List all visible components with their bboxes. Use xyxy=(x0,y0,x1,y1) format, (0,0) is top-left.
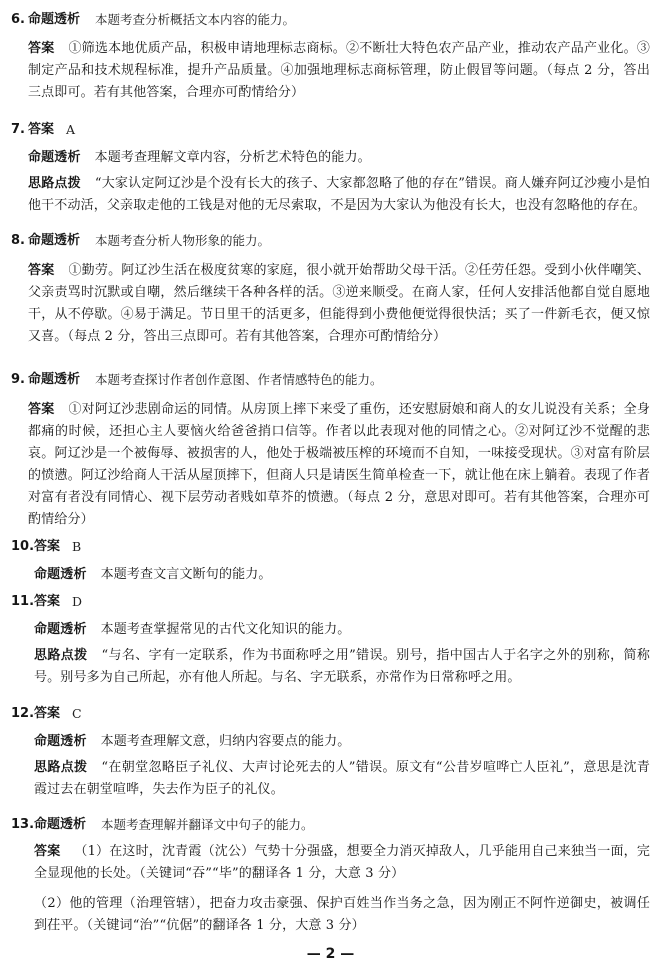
hint-text: “在朝堂忽略臣子礼仪、大声讨论死去的人”错误。原文有“公昔岁喧哗亡人臣礼”，意思是沈青霞过去在朝堂喧哗，失去作为臣子的礼仪。 xyxy=(34,760,650,797)
question-title: 答案 xyxy=(34,594,61,609)
question-number: 12. xyxy=(11,706,35,721)
page-number: — 2 — xyxy=(306,946,355,962)
answer-text: ①对阿辽沙悲剧命运的同情。从房顶上摔下来受了重伤，还安慰厨娘和商人的女儿说没有关系；全身都痛的时候，还担心主人要恼火给爸爸捎口信等。作者以此表现对他的同情之心。②对阿辽沙不觉醒的悲哀。阿辽沙是一个被侮辱、被损害的人，他处于极端被压榨的环境而不自知，一味接受现状。③对富有阶层的愤懑。阿辽沙给商人干活从屋顶摔下，但商人只是请医生简单检查一下，就让他在床上躺着。表现了作者对富有者没有同情心、视下层劳动者贱如草芥的愤懑。（每点 2 分，意思对即可。若有其他答案，合理亦可酌情给分） xyxy=(28,402,650,527)
question-number: 11. xyxy=(11,594,35,609)
hint-label: 思路点拨 xyxy=(34,760,88,775)
analysis-paragraph xyxy=(28,147,650,169)
hint-text: “大家认定阿辽沙是个没有长大的孩子、大家都忽略了他的存在”错误。商人嫌弃阿辽沙瘦小是怕他干不动活，父亲取走他的工钱是对他的无尽索取，不是因为大家认为他没有长大，也没有忽略他的存在。 xyxy=(28,176,650,213)
question-title: 命题透析 xyxy=(34,817,87,832)
question-number: 8. xyxy=(11,233,25,248)
answer-text-1: （1）在这时，沈青霞（沈公）气势十分强盛，想要全力消灭掉敌人，几乎能用自己来独当一面，完全显现他的长处。（关键词“吞”“毕”的翻译各 1 分，大意 3 分） xyxy=(34,844,650,881)
answer-label: 答案 xyxy=(28,402,55,417)
answer-label: 答案 xyxy=(28,41,55,56)
analysis-label: 命题透析 xyxy=(28,150,81,165)
answer-label: 答案 xyxy=(28,263,55,278)
analysis-text: 本题考查探讨作者创作意图、作者情感特色的能力。 xyxy=(95,372,383,387)
hint-label: 思路点拨 xyxy=(34,648,88,663)
answer-text: ①筛选本地优质产品，积极申请地理标志商标。②不断壮大特色农产品产业，推动农产品产业化。③制定产品和技术规程标准，提升产品质量。④加强地理标志商标管理，防止假冒等问题。（每点 2 分，答出三点即可。若有其他答案，合理亦可酌情给分） xyxy=(28,41,650,100)
analysis-text: 本题考查分析概括文本内容的能力。 xyxy=(95,12,296,27)
answer-paragraph xyxy=(28,38,650,104)
answer-paragraph-2 xyxy=(34,893,650,937)
answer-choice: B xyxy=(72,539,82,554)
analysis-text: 本题考查理解文章内容，分析艺术特色的能力。 xyxy=(94,150,371,165)
analysis-label: 命题透析 xyxy=(34,734,87,749)
hint-paragraph xyxy=(34,757,650,801)
hint-paragraph xyxy=(28,173,650,217)
answer-choice: A xyxy=(66,122,76,137)
question-title: 命题透析 xyxy=(28,233,81,248)
analysis-paragraph xyxy=(34,731,650,753)
answer-choice: D xyxy=(72,594,83,609)
question-number: 6. xyxy=(11,12,25,27)
analysis-text: 本题考查分析人物形象的能力。 xyxy=(95,233,271,248)
answer-text-2: （2）他的管理（治理管辖），把奋力攻击豪强、保护百姓当作当务之急，因为刚正不阿忤逆御史，被调任到茌平。（关键词“治”“伉倨”的翻译各 1 分，大意 3 分） xyxy=(34,896,650,933)
answer-choice: C xyxy=(72,706,82,721)
analysis-text: 本题考查理解并翻译文中句子的能力。 xyxy=(101,817,314,832)
answer-text: ①勤劳。阿辽沙生活在极度贫寒的家庭，很小就开始帮助父母干活。②任劳任怨。受到小伙伴嘲笑、父亲责骂时沉默或自嘲，然后继续干各种各样的活。③逆来顺受。在商人家，任何人安排活他都自觉自愿地干，从不停歇。④易于满足。节日里干的活更多，但能得到小费他便觉得很快活；买了一件新毛衣，便又惊又喜。（每点 2 分，答出三点即可。若有其他答案，合理亦可酌情给分） xyxy=(28,263,650,344)
question-number: 13. xyxy=(11,817,35,832)
hint-paragraph xyxy=(34,645,650,689)
answer-paragraph xyxy=(28,399,650,531)
question-number: 7. xyxy=(11,122,25,137)
answer-paragraph-1 xyxy=(34,841,650,885)
answer-paragraph xyxy=(28,260,650,348)
question-number: 10. xyxy=(11,539,35,554)
analysis-text: 本题考查文言文断句的能力。 xyxy=(100,567,272,582)
analysis-paragraph xyxy=(34,564,650,586)
analysis-paragraph xyxy=(34,619,650,641)
analysis-text: 本题考查理解文意，归纳内容要点的能力。 xyxy=(100,734,351,749)
question-title: 答案 xyxy=(28,122,55,137)
analysis-label: 命题透析 xyxy=(34,622,87,637)
question-number: 9. xyxy=(11,372,25,387)
question-title: 命题透析 xyxy=(28,372,81,387)
analysis-label: 命题透析 xyxy=(34,567,87,582)
hint-text: “与名、字有一定联系，作为书面称呼之用”错误。别号，指中国古人于名字之外的别称，简称号。别号多为自己所起，亦有他人所起。与名、字无联系，亦常作为日常称呼之用。 xyxy=(34,648,651,685)
hint-label: 思路点拨 xyxy=(28,176,81,191)
answer-label: 答案 xyxy=(34,844,61,859)
question-title: 答案 xyxy=(34,539,61,554)
question-title: 命题透析 xyxy=(28,12,81,27)
analysis-text: 本题考查掌握常见的古代文化知识的能力。 xyxy=(100,622,351,637)
question-title: 答案 xyxy=(34,706,61,721)
